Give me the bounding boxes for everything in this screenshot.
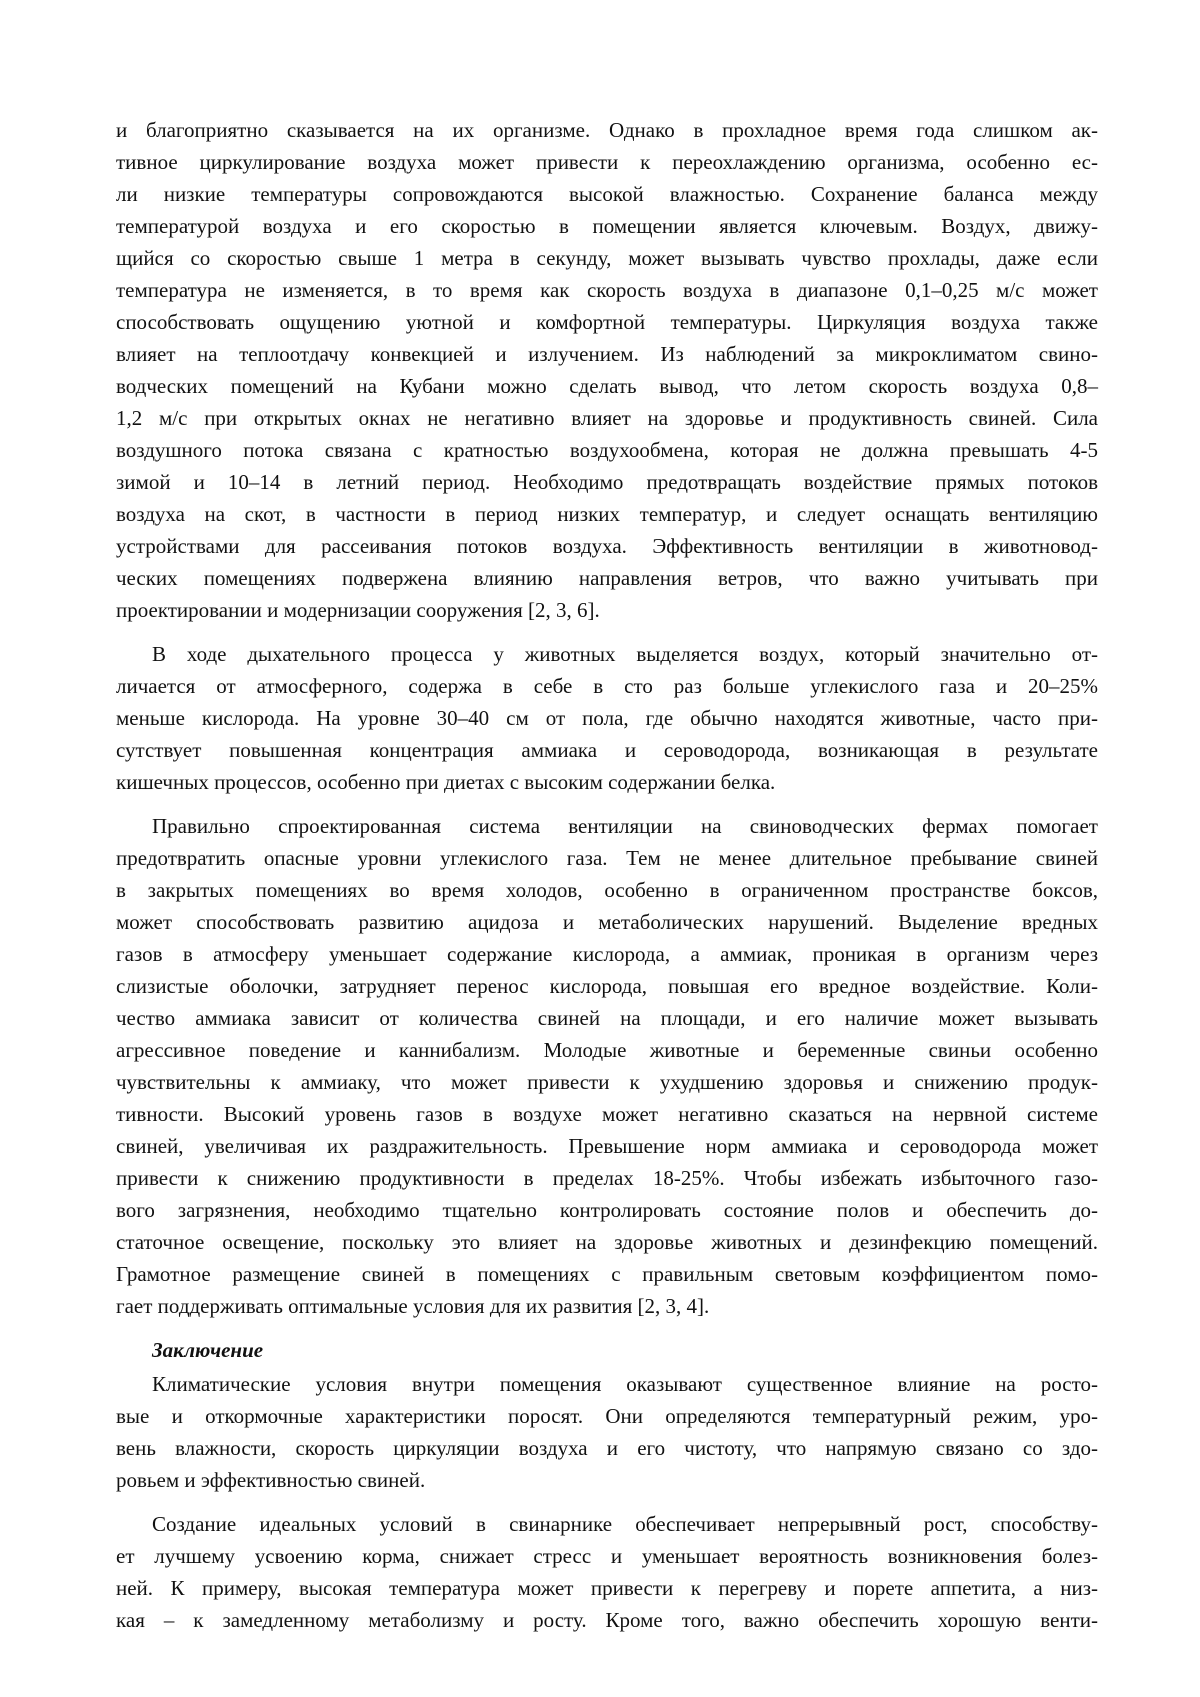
text-line: температурой воздуха и его скоростью в помещении является ключевым. Воздух, движу- (116, 214, 1098, 238)
text-line: зимой и 10–14 в летний период. Необходимо предотвращать воздействие прямых потоков (116, 470, 1098, 494)
text-line: кишечных процессов, особенно при диетах с высоким содержании белка. (116, 770, 776, 794)
paragraph-conclusion-conditions (116, 1508, 1098, 1636)
paragraph-conclusion-climate (116, 1368, 1098, 1496)
text-line: тивное циркулирование воздуха может привести к переохлаждению организма, особенно ес- (116, 150, 1098, 174)
text-line: ческих помещениях подвержена влиянию направления ветров, что важно учитывать при (116, 566, 1098, 590)
text-line: тивности. Высокий уровень газов в воздухе может негативно сказаться на нервной системе (116, 1102, 1098, 1126)
text-line: вые и откормочные характеристики поросят. Они определяются температурный режим, уро- (116, 1404, 1098, 1428)
paragraph-ammonia (116, 810, 1098, 1322)
text-line: меньше кислорода. На уровне 30–40 см от пола, где обычно находятся животные, часто при- (116, 706, 1098, 730)
text-line: водческих помещений на Кубани можно сделать вывод, что летом скорость воздуха 0,8– (116, 374, 1098, 398)
text-line: личается от атмосферного, содержа в себе в сто раз больше углекислого газа и 20–25% (116, 674, 1098, 698)
text-line: воздушного потока связана с кратностью воздухообмена, которая не должна превышать 4-5 (116, 438, 1098, 462)
text-line: вень влажности, скорость циркуляции воздуха и его чистоту, что напрямую связано со здо- (116, 1436, 1098, 1460)
text-line: статочное освещение, поскольку это влияет на здоровье животных и дезинфекцию помещений. (116, 1230, 1098, 1254)
text-line: слизистые оболочки, затрудняет перенос кислорода, повышая его вредное воздействие. Коли- (116, 974, 1098, 998)
text-line: чество аммиака зависит от количества свиней на площади, и его наличие может вызывать (116, 1006, 1098, 1030)
text-line: ет лучшему усвоению корма, снижает стресс и уменьшает вероятность возникновения болез- (116, 1544, 1098, 1568)
text-line: Климатические условия внутри помещения оказывают существенное влияние на росто- (152, 1372, 1098, 1396)
text-line: привести к снижению продуктивности в пределах 18-25%. Чтобы избежать избыточного газо- (116, 1166, 1098, 1190)
text-line: вого загрязнения, необходимо тщательно контролировать состояние полов и обеспечить до- (116, 1198, 1098, 1222)
text-line: может способствовать развитию ацидоза и метаболических нарушений. Выделение вредных (116, 910, 1098, 934)
text-line: чувствительны к аммиаку, что может привести к ухудшению здоровья и снижению продук- (116, 1070, 1098, 1094)
text-line: ли низкие температуры сопровождаются высокой влажностью. Сохранение баланса между (116, 182, 1098, 206)
text-line: и благоприятно сказывается на их организме. Однако в прохладное время года слишком ак- (116, 118, 1098, 142)
text-line: влияет на теплоотдачу конвекцией и излучением. Из наблюдений за микроклиматом свино- (116, 342, 1098, 366)
text-line: гает поддерживать оптимальные условия для их развития [2, 3, 4]. (116, 1294, 710, 1318)
text-line: устройствами для рассеивания потоков воздуха. Эффективность вентиляции в животновод- (116, 534, 1098, 558)
text-line: ровьем и эффективностью свиней. (116, 1468, 426, 1492)
section-heading-conclusion: Заключение (152, 1338, 264, 1362)
text-line: агрессивное поведение и каннибализм. Молодые животные и беременные свиньи особенно (116, 1038, 1098, 1062)
document-page (116, 114, 1098, 1648)
text-line: щийся со скоростью свыше 1 метра в секунду, может вызывать чувство прохлады, даже если (116, 246, 1098, 270)
paragraph-ventilation-speed (116, 114, 1098, 626)
text-line: кая – к замедленному метаболизму и росту. Кроме того, важно обеспечить хорошую венти- (116, 1608, 1098, 1632)
text-line: сутствует повышенная концентрация аммиака и сероводорода, возникающая в результате (116, 738, 1098, 762)
text-line: ней. К примеру, высокая температура может привести к перегреву и порете аппетита, а низ- (116, 1576, 1098, 1600)
text-line: Грамотное размещение свиней в помещениях с правильным световым коэффициентом помо- (116, 1262, 1098, 1286)
text-line: Правильно спроектированная система вентиляции на свиноводческих фермах помогает (152, 814, 1098, 838)
text-line: свиней, увеличивая их раздражительность. Превышение норм аммиака и сероводорода может (116, 1134, 1098, 1158)
text-line: 1,2 м/с при открытых окнах не негативно влияет на здоровье и продуктивность свиней. Сила (116, 406, 1098, 430)
text-line: воздуха на скот, в частности в период низких температур, и следует оснащать вентиляцию (116, 502, 1098, 526)
text-line: Создание идеальных условий в свинарнике обеспечивает непрерывный рост, способству- (152, 1512, 1098, 1536)
text-line: проектировании и модернизации сооружения [2, 3, 6]. (116, 598, 600, 622)
text-line: в закрытых помещениях во время холодов, особенно в ограниченном пространстве боксов, (116, 878, 1098, 902)
paragraph-respiration (116, 638, 1098, 798)
text-line: газов в атмосферу уменьшает содержание кислорода, а аммиак, проникая в организм через (116, 942, 1098, 966)
text-line: температура не изменяется, в то время как скорость воздуха в диапазоне 0,1–0,25 м/с может (116, 278, 1098, 302)
text-line: В ходе дыхательного процесса у животных выделяется воздух, который значительно от- (152, 642, 1098, 666)
text-line: способствовать ощущению уютной и комфортной температуры. Циркуляция воздуха также (116, 310, 1098, 334)
text-line: предотвратить опасные уровни углекислого газа. Тем не менее длительное пребывание свиней (116, 846, 1098, 870)
